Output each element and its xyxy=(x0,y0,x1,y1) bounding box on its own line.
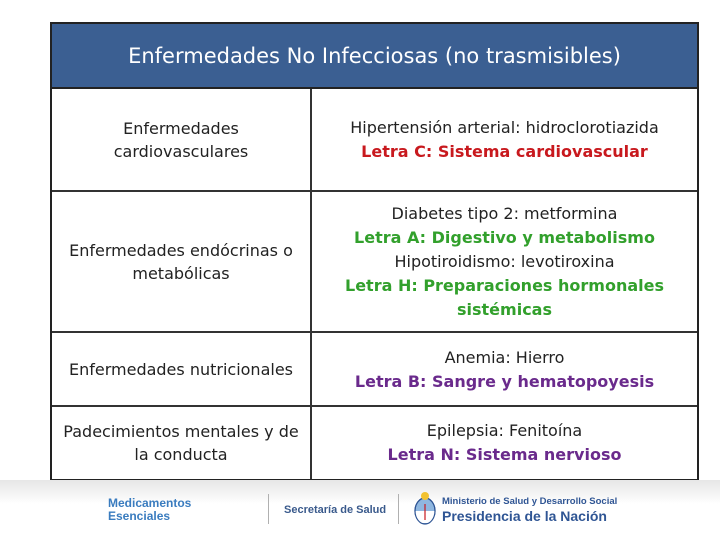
category-cell: Padecimientos mentales y de la conducta xyxy=(52,407,312,479)
table-row xyxy=(52,405,697,479)
table-title: Enfermedades No Infecciosas (no trasmisibles) xyxy=(52,24,697,89)
table-row xyxy=(52,331,697,406)
brand-line-1: Medicamentos xyxy=(108,496,192,510)
category-cell: Enfermedades endócrinas o metabólicas xyxy=(52,192,312,332)
secretaria-label: Secretaría de Salud xyxy=(284,504,387,516)
table-row xyxy=(52,190,697,332)
brand-line-2: Esenciales xyxy=(108,509,171,523)
category-cell: Enfermedades nutricionales xyxy=(52,333,312,406)
medicamentos-esenciales-logo xyxy=(108,497,191,523)
detail-cell xyxy=(312,89,697,191)
category-cell: Enfermedades cardiovasculares xyxy=(52,89,312,191)
detail-line: Hipertensión arterial: hidroclorotiazida xyxy=(350,118,659,137)
detail-cell xyxy=(312,407,697,479)
presidencia-label: Presidencia de la Nación xyxy=(442,508,607,524)
detail-line: Letra N: Sistema nervioso xyxy=(387,445,622,464)
table-row xyxy=(52,89,697,191)
detail-cell xyxy=(312,192,697,332)
detail-cell xyxy=(312,333,697,406)
detail-line: Hipotiroidismo: levotiroxina xyxy=(394,252,615,271)
detail-line: Letra B: Sangre y hematopoyesis xyxy=(354,371,655,391)
diseases-table xyxy=(50,22,699,481)
divider xyxy=(398,494,399,524)
detail-line: Letra H: Preparaciones hormonales sistémicas xyxy=(345,276,664,319)
detail-line: Letra C: Sistema cardiovascular xyxy=(361,142,648,161)
divider xyxy=(268,494,269,524)
national-crest-icon xyxy=(412,490,438,528)
detail-line: Anemia: Hierro xyxy=(444,347,565,367)
ministerio-label: Ministerio de Salud y Desarrollo Social xyxy=(442,496,618,507)
presidencia-logo xyxy=(442,496,617,524)
detail-line: Diabetes tipo 2: metformina xyxy=(391,204,618,223)
detail-line: Letra A: Digestivo y metabolismo xyxy=(354,228,655,247)
detail-line: Epilepsia: Fenitoína xyxy=(426,421,583,440)
